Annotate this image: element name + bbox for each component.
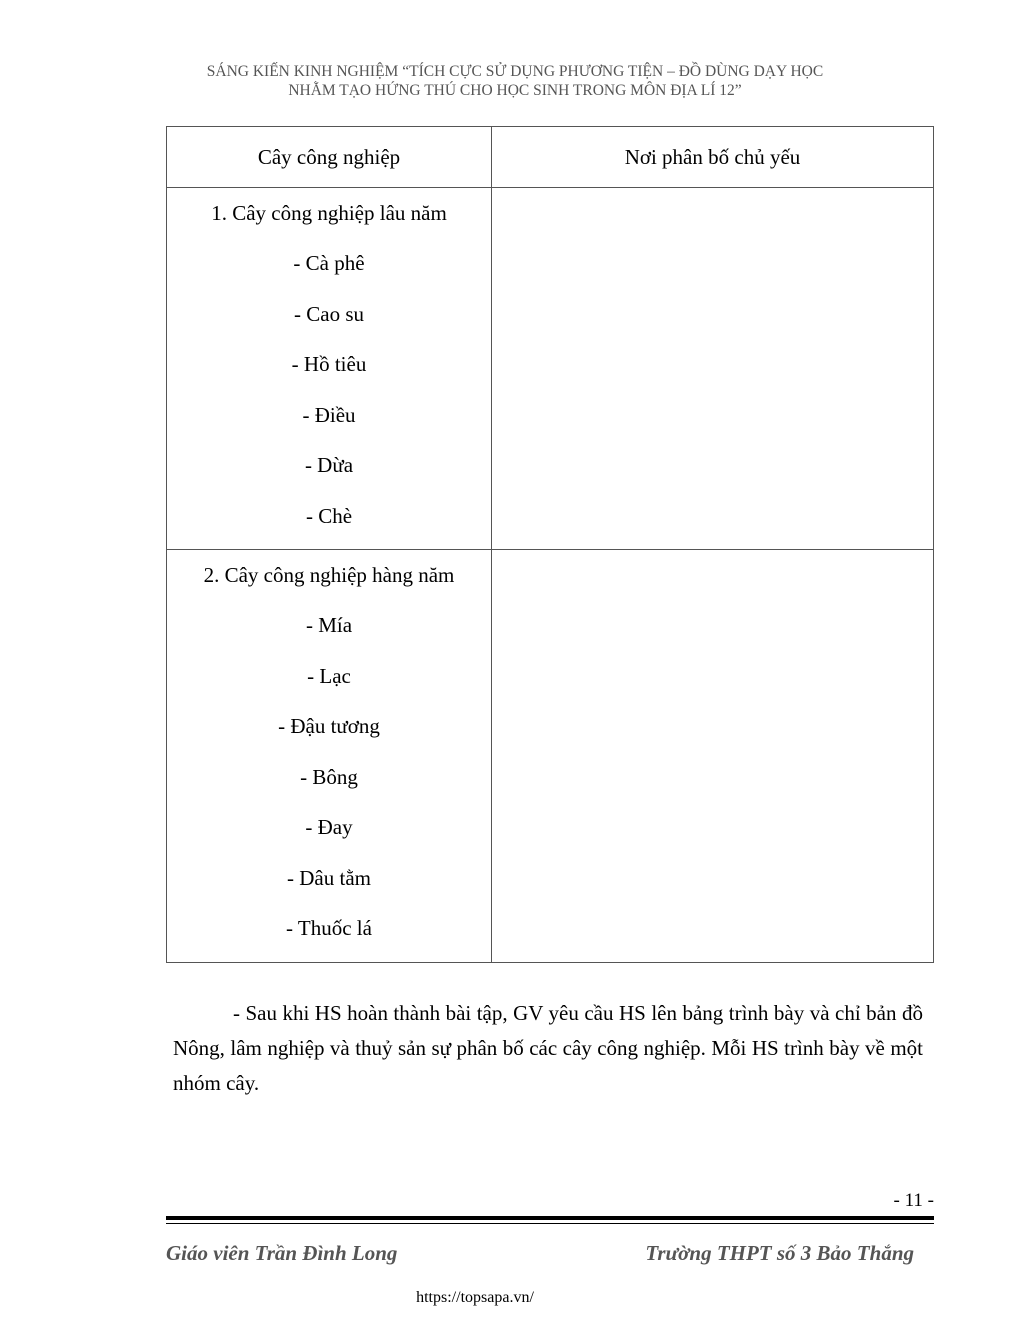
crop-item: - Mía: [305, 613, 353, 637]
footer-rule-thick: [166, 1216, 934, 1220]
footer-rule-thin: [166, 1223, 934, 1224]
footer-teacher: Giáo viên Trần Đình Long: [166, 1241, 398, 1265]
crop-item: - Dừa: [304, 453, 354, 477]
perennial-distribution-cell: [492, 188, 934, 550]
page-number: - 11 -: [893, 1190, 934, 1211]
header-line-1: SÁNG KIẾN KINH NGHIỆM “TÍCH CỰC SỬ DỤNG PHƯƠNG TIỆN – ĐỒ DÙNG DẠY HỌC: [206, 63, 824, 80]
crop-item: - Cà phê: [293, 251, 365, 275]
crop-item: - Đậu tương: [278, 714, 380, 738]
crop-item: - Hồ tiêu: [291, 352, 367, 376]
crop-item: - Đay: [305, 815, 353, 839]
annual-crops-cell: [167, 550, 492, 963]
crop-item: - Cao su: [294, 301, 364, 326]
source-url: https://topsapa.vn/: [416, 1289, 534, 1306]
perennial-crops-cell: [167, 188, 492, 550]
group-title: 2. Cây công nghiệp hàng năm: [203, 563, 455, 587]
document-header: [150, 62, 880, 100]
crop-item: - Chè: [305, 503, 353, 528]
footer-school: Trường THPT số 3 Bảo Thắng: [645, 1241, 914, 1265]
body-paragraph: - Sau khi HS hoàn thành bài tập, GV yêu cầu HS lên bảng trình bày và chỉ bản đồ Nông, lâm nghiệp và thuỷ sản sự phân bố các cây công nghiệp. Mỗi HS trình bày về một nhóm cây.: [173, 1001, 923, 1095]
group-title: 1. Cây công nghiệp lâu năm: [211, 201, 447, 225]
annual-distribution-cell: [492, 550, 934, 963]
crop-item: - Lạc: [307, 663, 351, 688]
crop-item: - Thuốc lá: [286, 916, 372, 940]
crop-item: - Dâu tằm: [287, 865, 371, 890]
table-row-perennial: [167, 188, 934, 550]
crop-item: - Bông: [300, 764, 358, 789]
crops-table: [166, 126, 934, 963]
table-row-annual: [167, 550, 934, 963]
crop-item: - Điều: [302, 402, 356, 427]
header-line-2: NHẰM TẠO HỨNG THÚ CHO HỌC SINH TRONG MÔN ĐỊA LÍ 12”: [288, 82, 742, 99]
table-header-row: [167, 127, 934, 188]
header-distribution: Nơi phân bố chủ yếu: [492, 127, 934, 188]
header-crop: Cây công nghiệp: [167, 127, 492, 188]
